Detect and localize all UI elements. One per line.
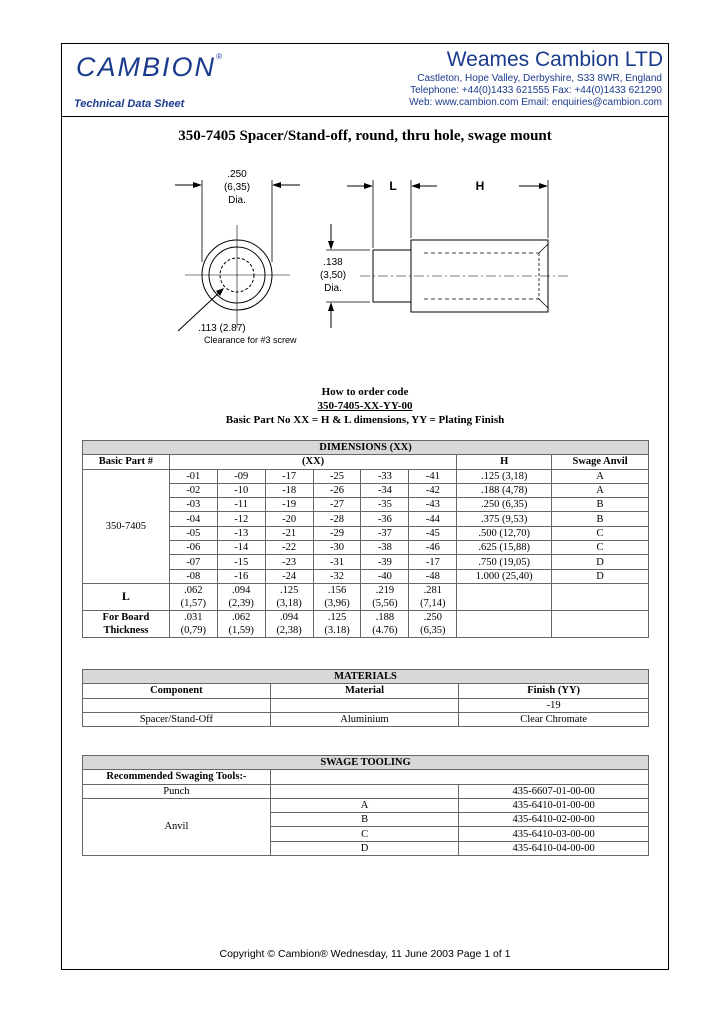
- company-address: Castleton, Hope Valley, Derbyshire, S33 8WR, England: [417, 73, 662, 84]
- xx-code: -07: [169, 555, 217, 569]
- xx-code: -31: [313, 555, 361, 569]
- anvil-value: D: [552, 555, 649, 569]
- xx-code: -29: [313, 526, 361, 540]
- xx-code: -11: [217, 498, 265, 512]
- xx-code: -35: [361, 498, 409, 512]
- board-thickness-row: [83, 610, 649, 637]
- tooling-band: SWAGE TOOLING: [83, 756, 649, 770]
- dimensions-band: DIMENSIONS (XX): [83, 441, 649, 455]
- xx-code: -16: [217, 569, 265, 583]
- anvil-value: C: [552, 526, 649, 540]
- xx-code: -15: [217, 555, 265, 569]
- l-cell: .094 (2,39): [217, 583, 265, 610]
- xx-code: -46: [409, 541, 457, 555]
- brand-name: CAMBION: [76, 52, 217, 82]
- length-L-label: L: [389, 179, 397, 193]
- anvil-value: D: [552, 569, 649, 583]
- xx-code: -24: [265, 569, 313, 583]
- order-explanation: Basic Part No XX = H & L dimensions, YY = Plating Finish: [225, 414, 505, 426]
- xx-code: -10: [217, 483, 265, 497]
- page-title: 350-7405 Spacer/Stand-off, round, thru hole, swage mount: [178, 128, 552, 144]
- xx-code: -34: [361, 483, 409, 497]
- xx-code: -18: [265, 483, 313, 497]
- xx-code: -43: [409, 498, 457, 512]
- company-phone: Telephone: +44(0)1433 621555 Fax: +44(0)1433 621290: [410, 85, 662, 96]
- xx-code: -44: [409, 512, 457, 526]
- xx-code: -27: [313, 498, 361, 512]
- board-thickness-label: For Board Thickness: [83, 610, 170, 637]
- dia-label: .250 (6,35) Dia.: [223, 169, 251, 206]
- xx-code: -36: [361, 512, 409, 526]
- l-cell: .219 (5,56): [361, 583, 409, 610]
- l-cell: .156 (3,96): [313, 583, 361, 610]
- xx-code: -30: [313, 541, 361, 555]
- bt-cell: .094 (2,38): [265, 610, 313, 637]
- xx-code: -33: [361, 469, 409, 483]
- l-row-label: L: [83, 583, 170, 610]
- l-cell: .125 (3,18): [265, 583, 313, 610]
- punch-part: 435-6607-01-00-00: [459, 784, 649, 798]
- bt-cell: .188 (4.76): [361, 610, 409, 637]
- h-value: .125 (3,18): [457, 469, 552, 483]
- xx-code: -37: [361, 526, 409, 540]
- height-H-label: H: [475, 179, 485, 193]
- xx-code: -19: [265, 498, 313, 512]
- h-value: .250 (6,35): [457, 498, 552, 512]
- anvil-part: 435-6410-01-00-00: [459, 798, 649, 812]
- xx-code: -26: [313, 483, 361, 497]
- anvil-key: A: [270, 798, 458, 812]
- bt-cell: .062 (1,59): [217, 610, 265, 637]
- xx-code: -01: [169, 469, 217, 483]
- xx-code: -13: [217, 526, 265, 540]
- dimensions-table: [82, 440, 649, 638]
- xx-code: -28: [313, 512, 361, 526]
- xx-code: -23: [265, 555, 313, 569]
- hole-note: Clearance for #3 screw: [204, 335, 297, 345]
- xx-code: -22: [265, 541, 313, 555]
- h-header: H: [457, 455, 552, 469]
- xx-header: (XX): [169, 455, 456, 469]
- tooling-header: Recommended Swaging Tools:-: [83, 770, 271, 784]
- basic-part-number: 350-7405: [83, 469, 170, 583]
- hole-label: .113 (2.87): [198, 323, 246, 334]
- bt-cell: .031 (0,79): [169, 610, 217, 637]
- xx-code: -12: [217, 512, 265, 526]
- anvil-value: A: [552, 483, 649, 497]
- materials-table: [82, 669, 649, 727]
- anvil-key: D: [270, 841, 458, 855]
- h-value: .625 (15,88): [457, 541, 552, 555]
- finish-value: Clear Chromate: [459, 712, 649, 726]
- finish-code: -19: [459, 698, 649, 712]
- order-heading: How to order code: [321, 386, 409, 398]
- xx-code: -41: [409, 469, 457, 483]
- xx-code: -42: [409, 483, 457, 497]
- punch-label: Punch: [83, 784, 271, 798]
- anvil-value: B: [552, 512, 649, 526]
- anvil-header: Swage Anvil: [552, 455, 649, 469]
- bt-cell: .250 (6,35): [409, 610, 457, 637]
- xx-code: -39: [361, 555, 409, 569]
- anvil-part: 435-6410-02-00-00: [459, 813, 649, 827]
- company-name: Weames Cambion LTD: [446, 48, 663, 71]
- xx-code: -20: [265, 512, 313, 526]
- component-value: Spacer/Stand-Off: [83, 712, 271, 726]
- material-value: Aluminium: [270, 712, 459, 726]
- l-row: [83, 583, 649, 610]
- brand-mark: ®: [216, 52, 222, 61]
- xx-code: -25: [313, 469, 361, 483]
- xx-code: -45: [409, 526, 457, 540]
- xx-code: -40: [361, 569, 409, 583]
- xx-code: -03: [169, 498, 217, 512]
- order-code: 350-7405-XX-YY-00: [317, 400, 413, 412]
- xx-code: -48: [409, 569, 457, 583]
- anvil-value: C: [552, 541, 649, 555]
- xx-code: -02: [169, 483, 217, 497]
- xx-code: -17: [409, 555, 457, 569]
- technical-drawing: [0, 0, 720, 360]
- anvil-key: C: [270, 827, 458, 841]
- h-value: .500 (12,70): [457, 526, 552, 540]
- xx-code: -04: [169, 512, 217, 526]
- h-value: .188 (4,78): [457, 483, 552, 497]
- h-value: .750 (19,05): [457, 555, 552, 569]
- company-web: Web: www.cambion.com Email: enquiries@cambion.com: [409, 97, 662, 108]
- xx-code: -17: [265, 469, 313, 483]
- footer-copyright: Copyright © Cambion® Wednesday, 11 June 2003 Page 1 of 1: [219, 948, 511, 960]
- xx-code: -08: [169, 569, 217, 583]
- finish-header: Finish (YY): [459, 684, 649, 698]
- xx-code: -09: [217, 469, 265, 483]
- h-value: .375 (9,53): [457, 512, 552, 526]
- anvil-key: B: [270, 813, 458, 827]
- anvil-value: A: [552, 469, 649, 483]
- anvil-part: 435-6410-03-00-00: [459, 827, 649, 841]
- xx-code: -32: [313, 569, 361, 583]
- materials-band: MATERIALS: [83, 670, 649, 684]
- l-cell: .281 (7,14): [409, 583, 457, 610]
- sheet-type: Technical Data Sheet: [74, 98, 185, 110]
- basic-part-header: Basic Part #: [83, 455, 170, 469]
- component-header: Component: [83, 684, 271, 698]
- anvil-label: Anvil: [83, 798, 271, 855]
- xx-code: -06: [169, 541, 217, 555]
- swage-dia-label: .138 (3,50) Dia.: [319, 257, 347, 294]
- dimension-row: [83, 469, 649, 483]
- tooling-table: [82, 755, 649, 856]
- material-header: Material: [270, 684, 459, 698]
- anvil-value: B: [552, 498, 649, 512]
- bt-cell: .125 (3.18): [313, 610, 361, 637]
- l-cell: .062 (1,57): [169, 583, 217, 610]
- xx-code: -14: [217, 541, 265, 555]
- xx-code: -05: [169, 526, 217, 540]
- anvil-part: 435-6410-04-00-00: [459, 841, 649, 855]
- h-value: 1.000 (25,40): [457, 569, 552, 583]
- xx-code: -38: [361, 541, 409, 555]
- xx-code: -21: [265, 526, 313, 540]
